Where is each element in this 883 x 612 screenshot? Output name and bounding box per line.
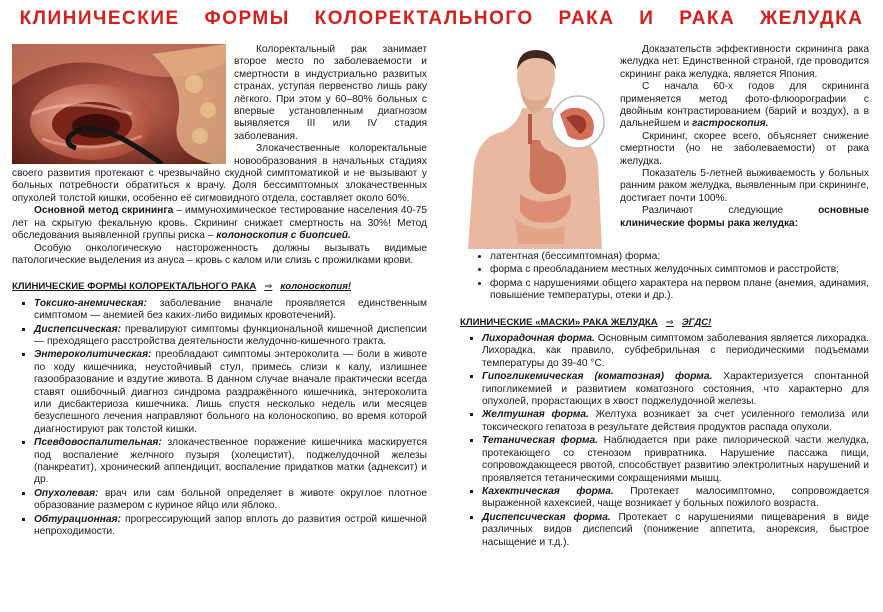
list-item — [34, 488, 427, 513]
form-description: прогрессирующий запор вплоть до развития острой кишечной непроходимости. — [34, 513, 427, 538]
mask-term: Лихорадочная форма. — [482, 333, 595, 345]
mask-description: Желтуха возникает за счет усиленного гемолиза или токсического гепатоза в результате действия продуктов распада опухоли. — [482, 409, 869, 433]
form-term: Обтурационная: — [34, 513, 121, 525]
stomach-column — [460, 44, 869, 550]
colorectal-forms-heading-text: КЛИНИЧЕСКИЕ ФОРМЫ КОЛОРЕКТАЛЬНОГО РАКА — [12, 281, 257, 293]
list-item: • форма с преобладанием местных желудочных симптомов и расстройств; — [490, 264, 869, 276]
mask-description: Протекает малосимптомно, сопровождается выраженной кахексией, чаще возникает у больных пожилого возраста. — [482, 485, 869, 510]
stomach-forms-intro-text: Различают следующие — [642, 205, 819, 217]
list-item: • форма с нарушениями общего характера на первом плане (анемия, адинамия, повышение температуры, отеки и др.). — [490, 278, 869, 303]
list-item: • латентная (бессимптомная) форма; — [490, 251, 869, 263]
list-item — [482, 371, 869, 408]
stomach-mortality-paragraph: Скрининг, скорее всего, объясняет снижение смертности (но не заболеваемости) от рака желудка. — [620, 130, 869, 167]
stomach-survival-paragraph: Показатель 5-летней выживаемость у больных ранним раком желудка, выявленным при скрининге, достигает почти 100%. — [620, 168, 869, 204]
colorectal-intro-paragraph: Колоректальный рак занимает второе место по заболеваемости и смертности в индустриально развитых странах, уступая первенство лишь раку лёгкого. При этом у 60–80% больных с впервые установленным диагнозом выявляется III или IV стадия заболевания. — [234, 44, 427, 142]
list-item — [482, 409, 869, 434]
stomach-screening-paragraph: Доказательств эффективности скрининга рака желудка нет. Единственной страной, где проводится скрининг рака желудка, является Япония. — [620, 44, 869, 80]
stomach-masks-list — [460, 333, 869, 549]
form-description: превалируют симптомы функциональной кишечной диспепсии — преходящего расстройства деятельности желудочно-кишечного тракта. — [34, 323, 427, 347]
list-item — [482, 435, 869, 485]
mask-term: Желтушная форма. — [482, 409, 589, 421]
list-item — [34, 514, 427, 539]
list-item — [34, 349, 427, 436]
colorectal-forms-heading — [12, 281, 427, 293]
stomach-masks-heading — [460, 317, 869, 329]
colorectal-forms-list — [12, 298, 427, 539]
screening-method-label: Основной метод скрининга — [34, 205, 174, 217]
colorectal-screening-paragraph — [12, 205, 427, 242]
colorectal-column — [12, 44, 427, 539]
mask-description: Наблюдается при раке пилорической части желудка, протекающего со стенозом привратника. Нарушение пассажа пищи, сопровождающееся рвотой, способствует развитию электролитных нарушений и проявляется тетаническими сокращениями мышц. — [482, 435, 869, 484]
form-term: Опухолевая: — [34, 487, 99, 499]
stomach-method-text: С начала 60-х годов для скрининга применяется метод фото-флюорографии с двойным контрастированием (барий и воздух), а в дальнейшем и — [620, 81, 869, 130]
colorectal-asymptomatic-paragraph: Злокачественные колоректальные новообразования в начальных стадиях своего развития протекают с чрезвычайно скудной симптоматикой и не вызывают у больных потребности обратиться к врачу. Доля бессимптомных злокачественных опухолей толстой кишки, особенно её сигмовидного отдела, составляет около 60%. — [12, 143, 427, 204]
mask-term: Тетаническая форма. — [482, 435, 598, 447]
colonoscopy-label: колоноскопия! — [280, 281, 352, 293]
list-item — [482, 512, 869, 549]
list-item — [482, 333, 869, 370]
page-title: КЛИНИЧЕСКИЕ ФОРМЫ КОЛОРЕКТАЛЬНОГО РАКА И РАКА ЖЕЛУДКА — [19, 8, 864, 29]
list-item — [34, 324, 427, 349]
mask-term: Диспепсическая форма. — [482, 511, 611, 523]
list-item — [482, 486, 869, 511]
form-term: Диспепсическая: — [34, 323, 121, 335]
mask-description: Характеризуется спонтанной гипогликемией и развитием коматозного состояния, что характерно для опухолей, прорастающих в хвост поджелудочной железы. — [482, 371, 869, 408]
colonoscopy-biopsy-text: колоноскопия с биопсией. — [216, 230, 351, 242]
form-description: преобладают симптомы энтероколита — боли в животе по ходу кишечника, неустойчивый стул, примесь слизи к калу, излишнее газообразование и вздутие живота. В данном случае вначале практически всегда ставят ошибочный диагноз синдрома раздражённого кишечника, энтероколита или дисбактериоза кишечника. Лишь спустя несколько недель или месяцев безуспешного лечения направляют больного на колоноскопию, во время которой диагностируют рак толстой кишки. — [34, 349, 427, 435]
colorectal-alert-paragraph: Особую онкологическую настороженность должны вызывать видимые патологические выделения из ануса – кровь с калом или слизь с прожилками крови. — [12, 242, 427, 266]
gastroscopy-text: гастроскопия. — [692, 118, 769, 130]
form-description: врач или сам больной определяет в животе округлое плотное образование размером с куриное яйцо или яблоко. — [34, 487, 427, 512]
form-term: Энтероколитическая: — [34, 349, 152, 361]
stomach-masks-heading-text: КЛИНИЧЕСКИЕ «МАСКИ» РАКА ЖЕЛУДКА — [460, 316, 658, 328]
egds-label: ЭГДС! — [681, 316, 712, 328]
list-item — [34, 437, 427, 487]
list-item — [34, 298, 427, 323]
form-description: заболевание вначале проявляется единственным симптомом — анемией без каких-либо видимых кровотечений). — [34, 297, 427, 322]
stomach-forms-list — [460, 251, 869, 303]
arrow-right-icon: ⇒ — [264, 281, 273, 293]
form-term: Токсико-анемическая: — [34, 297, 147, 309]
mask-description: Основным симптомом заболевания является лихорадка. Лихорадка, как правило, субфебрильная с периодическими подъемами температуры до 39-40 °С. — [482, 333, 870, 369]
mask-description: Протекает с нарушениями пищеварения в виде различных видов диспепсий (понижение аппетита, анорексия, быстрое насыщение и т.д.). — [482, 511, 869, 548]
form-term: Псевдовоспалительная: — [34, 437, 162, 449]
colon-illustration — [12, 44, 226, 164]
arrow-right-icon: ⇒ — [665, 316, 674, 328]
mask-term: Гипогликемическая (коматозная) форма. — [482, 371, 713, 383]
screening-method-text: – иммунохимическое тестирование населения 40-75 лет на скрытую фекальную кровь. Скрининг снижает смертность на 30%! Метод обследования выявленной группы риска – — [12, 205, 427, 242]
stomach-anatomy-illustration — [460, 44, 610, 249]
mask-term: Кахектическая форма. — [482, 485, 614, 497]
form-description: злокачественное поражение кишечника маскируется под воспаление желчного пузыря (холецистит), поджелудочной железы (панкреатит), хронический аппендицит, воспаление придатков матки (аднексит) и др. — [34, 437, 427, 486]
stomach-forms-intro-bold: основные клинические формы рака желудка: — [620, 205, 869, 229]
